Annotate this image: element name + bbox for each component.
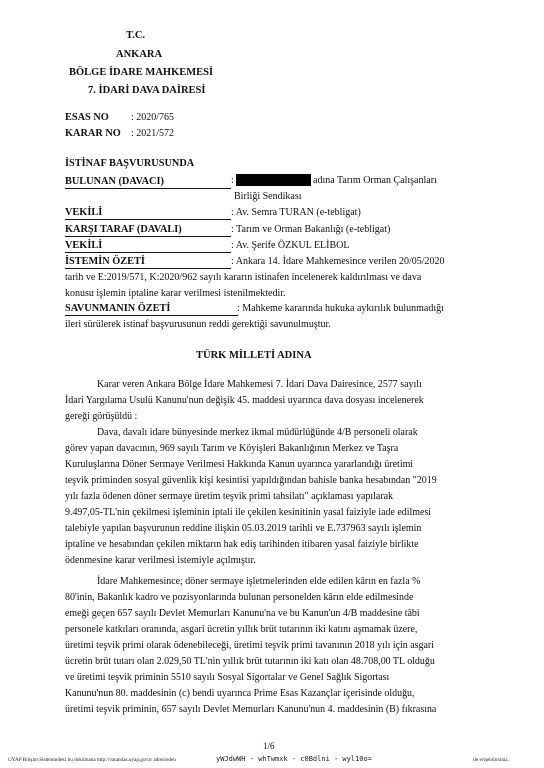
vekili-value-2: : Av. Şerife ÖZKUL ELİBOL: [231, 240, 350, 251]
savunma-rule: [65, 315, 238, 316]
karar-label: KARAR NO: [65, 128, 121, 139]
vekili-rule-2: [65, 252, 231, 253]
vekili-label-2: VEKİLİ: [65, 240, 103, 251]
istemin-label: İSTEMİN ÖZETİ: [65, 256, 145, 267]
header-court: BÖLGE İDARE MAHKEMESİ: [69, 67, 214, 78]
istemin-rule: [65, 268, 231, 269]
bulunan-value-2: Birliği Sendikası: [234, 191, 302, 202]
page-number: 1/6: [263, 741, 275, 751]
body-line: görev yapan davacının, 969 sayılı Tarım ve Köyişleri Bakanlığının Merkez ve Taşra: [65, 443, 399, 454]
body-line: talebiyle yapılan başvurunun reddine ilişkin 05.03.2019 tarihli ve E.737963 sayılı işlemin: [65, 523, 422, 534]
footer-verification-code: yWJdwWH - whTwmxk - c0Bdlni - wyl10o=: [216, 755, 372, 763]
decision-title: TÜRK MİLLETİ ADINA: [196, 350, 312, 361]
footer-text-right: ile erişebilirsiniz.: [473, 757, 510, 763]
body-line: ücretin brüt tutarı olan 2.029,50 TL'nin yıllık brüt tutarının iki katı olan 48.708,00 TL olduğu: [65, 656, 435, 667]
body-line: üretimi teşvik primi olarak ödenebileceği, üretimi teşvik primi tavanının 2018 yılı için asgari: [65, 640, 434, 651]
body-line: personele katkıları oranında, asgari ücretin yıllık brüt tutarının iki katını aşmamak üzere,: [65, 624, 418, 635]
body-line: Kuruluşlarına Döner Sermaye Verilmesi Hakkında Kanun uyarınca yararlandığı üretimi: [65, 459, 414, 470]
esas-value: : 2020/765: [131, 112, 175, 123]
header-city: ANKARA: [116, 49, 163, 60]
istinaf-heading: İSTİNAF BAŞVURUSUNDA: [65, 158, 195, 169]
karar-value: : 2021/572: [131, 128, 175, 139]
redaction-box: [236, 174, 311, 186]
body-line: 80'inin, Bakanlık kadro ve pozisyonlarında bulunan personelden kârın elde edilmesinde: [65, 592, 414, 603]
bulunan-value-1: adına Tarım Orman Çalışanları: [313, 175, 437, 186]
vekili-rule-1: [65, 219, 231, 220]
istemin-line-3: konusu işlemin iptaline karar verilmesi istenilmektedir.: [65, 288, 286, 299]
bulunan-colon: :: [231, 175, 234, 186]
body-line: İdari Yargılama Usulü Kanunu'nun değişik 45. maddesi uyarınca dava dosyası incelenerek: [65, 395, 424, 406]
vekili-value-1: : Av. Semra TURAN (e-tebligat): [231, 207, 361, 218]
istemin-line-2: tarih ve E:2019/571, K:2020/962 sayılı kararın istinafen incelenerek kaldırılması ve dava: [65, 272, 422, 283]
karsi-taraf-value: : Tarım ve Orman Bakanlığı (e-tebligat): [231, 224, 391, 235]
body-line: yılı fazla ödenen döner sermaye üretim teşvik primi tahsilatı" açıklaması yapılarak: [65, 491, 394, 502]
body-line: Karar veren Ankara Bölge İdare Mahkemesi 7. İdari Dava Dairesince, 2577 sayılı: [97, 379, 422, 390]
header-tc: T.C.: [126, 30, 146, 41]
body-line: ve üretimi teşvik priminin 5510 sayılı Sosyal Sigortalar ve Genel Sağlık Sigortası: [65, 672, 390, 683]
body-line: Kanunu'nun 80. maddesinin (c) bendi uyarınca Prime Esas Kazançlar içerisinde olduğu,: [65, 688, 415, 699]
body-line: üretimi teşvik priminin, 657 sayılı Devlet Memurları Kanunu'nun 4. maddesinin (B) fıkrasına: [65, 704, 437, 715]
esas-label: ESAS NO: [65, 112, 109, 123]
body-line: iptaline ve hesabından çekilen miktarın hak ediş tarihinden itibaren yasal faiziyle birlikte: [65, 539, 419, 550]
body-line: gereği görüşüldü :: [65, 411, 138, 422]
karsi-taraf-label: KARŞI TARAF (DAVALI): [65, 224, 182, 235]
body-line: ödenmesine karar verilmesi istemiyle açılmıştır.: [65, 555, 256, 566]
body-line: teşvik priminden sosyal güvenlik kişi kesintisi yapıldığından bahisle banka hesabından "2019: [65, 475, 437, 486]
footer-text-left: UYAP Bilişim Sistemindeki bu dokümana http://vatandas.uyap.gov.tr adresinden: [8, 757, 176, 763]
header-chamber: 7. İDARİ DAVA DAİRESİ: [88, 85, 206, 96]
karsi-taraf-rule: [65, 236, 231, 237]
bulunan-label: BULUNAN (DAVACI): [65, 176, 164, 187]
bulunan-rule: [65, 188, 231, 189]
savunma-line-1: : Mahkeme kararında hukuka aykırılık bulunmadığı: [237, 303, 444, 314]
body-line: emeği geçen 657 sayılı Devlet Memurları Kanunu'na ve bu Kanun'un 4/B maddesine tâbi: [65, 608, 420, 619]
body-line: Dava, davalı idare bünyesinde merkez ikmal müdürlüğünde 4/B personeli olarak: [97, 427, 418, 438]
body-line: 9.497,05-TL'nin çekilmesi işleminin iptali ile çekilen kesinitinin yasal faiziyle iade edilmesi: [65, 507, 432, 518]
istemin-line-1: : Ankara 14. İdare Mahkemesince verilen 20/05/2020: [231, 256, 445, 267]
body-line: İdare Mahkemesince; döner sermaye işletmelerinden elde edilen kârın en fazla %: [97, 576, 421, 587]
savunma-label: SAVUNMANIN ÖZETİ: [65, 303, 171, 314]
savunma-line-2: ileri sürülerek istinaf başvurusunun reddi gerektiği savunulmuştur.: [65, 319, 331, 330]
vekili-label-1: VEKİLİ: [65, 207, 103, 218]
